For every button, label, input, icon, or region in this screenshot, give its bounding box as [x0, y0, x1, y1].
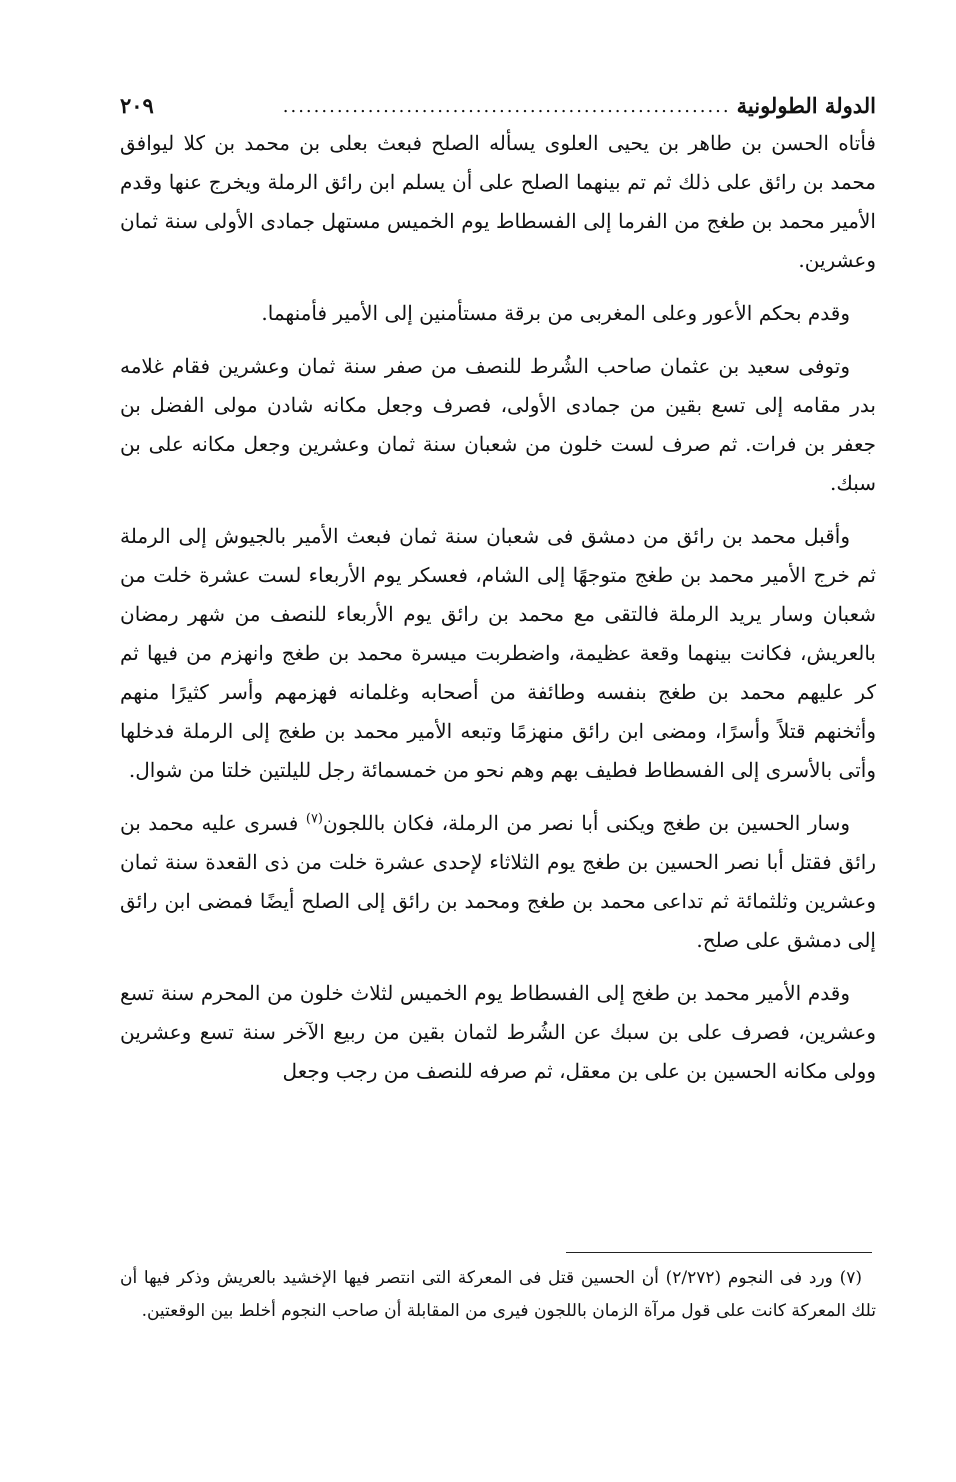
paragraph: فأتاه الحسن بن طاهر بن يحيى العلوى يسأله الصلح فبعث بعلى بن محمد بن كلا ليوافق محمد بن رائق على ذلك ثم تم بينهما الصلح على أن يسلم ابن رائق الرملة ويخرج عنها وقدم الأمير محمد بن طغج من الفرما إلى الفسطاط يوم الخميس مستهل جمادى الأولى سنة ثمان وعشرين.	[120, 131, 877, 272]
footnote-reference: (٧)	[305, 811, 323, 827]
paragraph: وقدم الأمير محمد بن طغج إلى الفسطاط يوم الخميس لثلاث خلون من المحرم سنة تسع وعشرين، فصرف على بن سبك عن الشُرط لثمان بقين من ربيع الآخر سنة تسع وعشرين وولى مكانه الحسين بن على بن معقل، ثم صرفه للنصف من رجب وجعل	[120, 981, 876, 1083]
paragraph-text: فسرى عليه محمد بن رائق فقتل أبا نصر الحسين بن طغج يوم الثلاثاء لإحدى عشرة خلت من ذى القعدة سنة ثمان وعشرين وثلثمائة ثم تداعى محمد بن طغج ومحمد بن رائق إلى الصلح أيضًا فمضى ابن رائق إلى دمشق على صلح.	[120, 811, 876, 952]
paragraph: وتوفى سعيد بن عثمان صاحب الشُرط للنصف من صفر سنة ثمان وعشرين فقام غلامه بدر مقامه إلى تسع بقين من جمادى الأولى، فصرف وجعل مكانه شادن مولى الفضل بن جعفر بن فرات. ثم صرف لست خلون من شعبان سنة ثمان وعشرين وجعل مكانه على بن سبك.	[120, 354, 876, 495]
footnotes	[120, 1262, 876, 1328]
footnote-separator	[566, 1252, 872, 1253]
paragraph-text: وسار الحسين بن طغج ويكنى أبا نصر من الرملة، فكان باللجون	[323, 811, 850, 835]
paragraph: وقدم بحكم الأعور وعلى المغربى من برقة مستأمنين إلى الأمير فأمنهما.	[261, 301, 850, 325]
running-title: الدولة الطولونية	[736, 93, 876, 118]
main-text	[120, 124, 876, 1105]
dot-leader: ..........................................................	[282, 96, 731, 117]
paragraph: وأقبل محمد بن رائق من دمشق فى شعبان سنة ثمان فبعث الأمير بالجيوش إلى الرملة ثم خرج الأمير محمد بن طغج متوجهًا إلى الشام، فعسكر يوم الأربعاء لست عشرة خلت من شعبان وسار يريد الرملة فالتقى مع محمد بن رائق يوم الأربعاء للنصف من شهر رمضان بالعريش، فكانت بينهما وقعة عظيمة، واضطربت ميسرة محمد بن طغج وانهزم من فيها ثم كر عليهم محمد بن طغج بنفسه وطائفة من أصحابه وغلمانه فهزمهم وأسر كثيرًا منهم وأثخنهم قتلاً وأسرًا، ومضى ابن رائق منهزمًا وتبعه الأمير محمد بن طغج إلى الرملة فدخلها وأتى بالأسرى إلى الفسطاط فطيف بهم وهم نحو من خمسمائة رجل لليلتين خلتا من شوال.	[120, 524, 876, 782]
running-header	[120, 84, 876, 118]
footnote: (٧) ورد فى النجوم (٢/٢٧٢) أن الحسين قتل فى المعركة التى انتصر فيها الإخشيد بالعريش وذكر فيها أن تلك المعركة كانت على قول مرآة الزمان باللجون فيرى من المقابلة أن صاحب النجوم أخلط بين الوقعتين.	[120, 1268, 876, 1321]
paragraph	[120, 804, 876, 960]
page-number: ٢٠٩	[120, 93, 154, 118]
